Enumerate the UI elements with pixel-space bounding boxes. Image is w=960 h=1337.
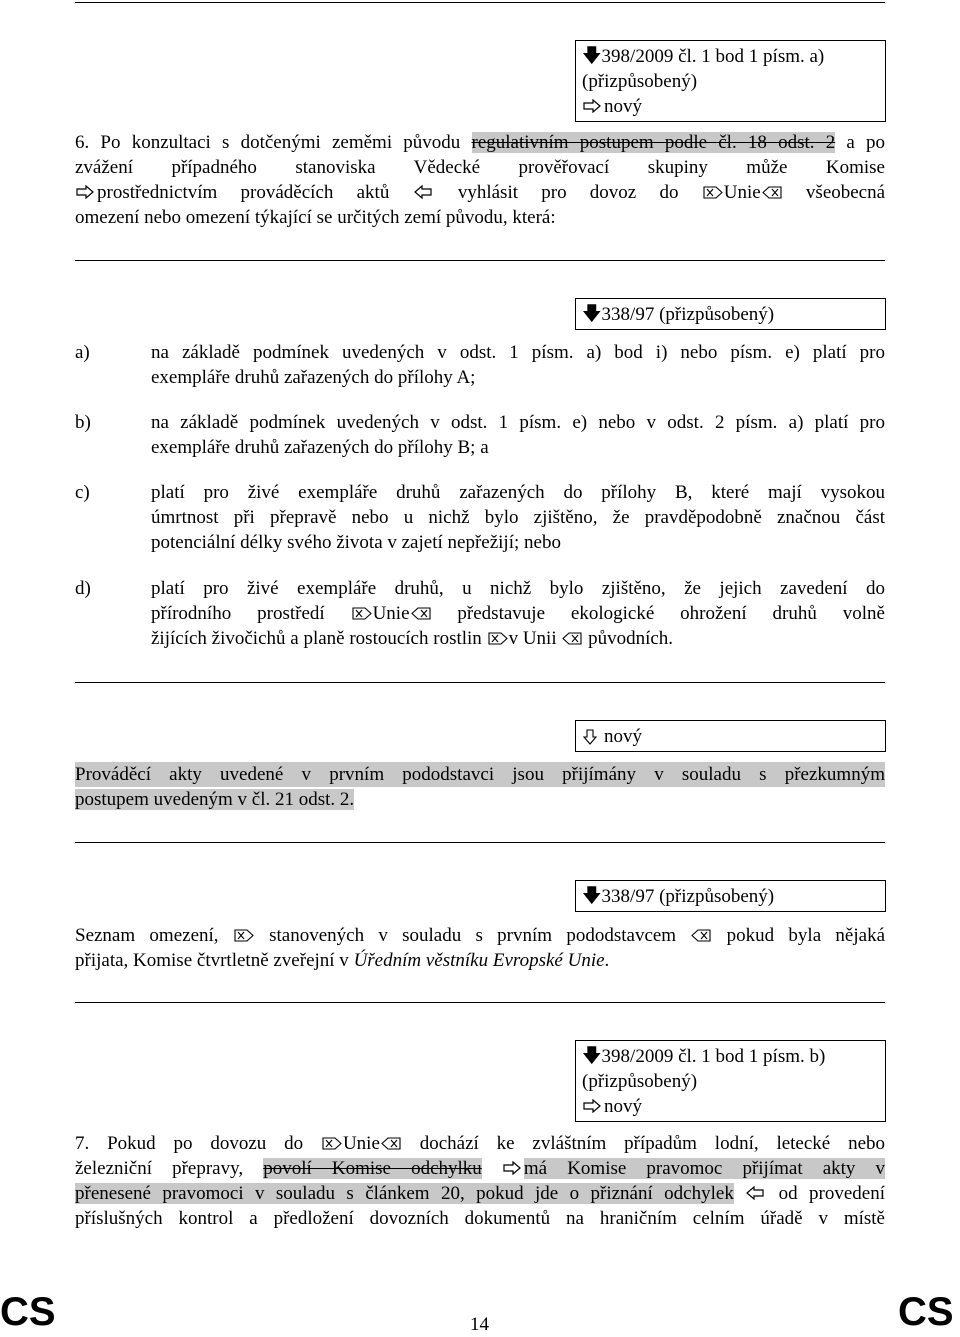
section-rule-3 bbox=[75, 842, 885, 843]
x-box-left-icon bbox=[381, 1137, 401, 1150]
inserted-text: má Komise pravomoc přijímat akty v bbox=[523, 1158, 885, 1179]
paragraph-6-line-3: prostřednictvím prováděcích aktů vyhlásit pro dovoz do Unie všeobecná bbox=[75, 180, 885, 205]
list-item-c: c) platí pro živé exempláře druhů zařazených do přílohy B, které mají vysokou úmrtnost při přepravě nebo u nichž bylo zjištěno, že pravděpodobně značnou část potenciální délky svého života v zajetí nepřežijí; nebo bbox=[75, 482, 885, 553]
paragraph-7-line-1: 7. Pokud po dovozu do Unie dochází ke zvláštním případům lodní, letecké nebo bbox=[75, 1133, 886, 1154]
paragraph-7-line-4: příslušných kontrol a předložení dovozních dokumentů na hraničním celním úřadě v místě bbox=[75, 1208, 885, 1229]
publication-paragraph-line-2: přijata, Komise čtvrtletně zveřejní v Úředním věstníku Evropské Unie. bbox=[75, 950, 610, 971]
inserted-text: přenesené pravomoci v souladu s článkem 20, pokud jde o přiznání odchylek bbox=[75, 1183, 734, 1204]
list-item-b: b) na základě podmínek uvedených v odst. 1 písm. e) nebo v odst. 2 písm. a) platí pro exempláře druhů zařazených do přílohy B; a bbox=[75, 412, 885, 458]
down-left-bold-arrow-icon: 🡇 bbox=[582, 304, 602, 325]
deleted-text: regulativním postupem podle čl. 18 odst. 2 bbox=[471, 132, 836, 153]
implementing-acts-line-2: postupem uvedeným v čl. 21 odst. 2. bbox=[75, 789, 355, 810]
journal-title: Úředním věstníku Evropské Unie bbox=[353, 950, 605, 971]
x-box-left-icon bbox=[562, 632, 582, 645]
footer-language-right: CS bbox=[898, 1290, 954, 1334]
down-left-bold-arrow-icon: 🡇 bbox=[582, 886, 602, 907]
section-rule-4 bbox=[75, 1002, 885, 1003]
page-number: 14 bbox=[470, 1314, 489, 1335]
x-box-left-icon bbox=[691, 929, 711, 942]
x-box-right-icon bbox=[352, 607, 372, 620]
list-item-d: d) platí pro živé exempláře druhů, u nichž bylo zjištěno, že jejich zavedení do přírodního prostředí Unie představuje ekologické ohrožení druhů volně žijících živočichů a planě rostoucích rostlin v Unii původních. bbox=[75, 578, 885, 649]
x-box-left-icon bbox=[762, 186, 782, 199]
paragraph-7-line-3: přenesené pravomoci v souladu s článkem 20, pokud jde o přiznání odchylek od provedení bbox=[75, 1183, 886, 1204]
down-left-bold-arrow-icon: 🡇 bbox=[582, 1046, 602, 1067]
reference-box-new: nový bbox=[575, 720, 886, 752]
right-outline-arrow-icon bbox=[582, 1099, 604, 1113]
paragraph-6-line-1: 6. Po konzultaci s dotčenými zeměmi původu regulativním postupem podle čl. 18 odst. 2 a po bbox=[75, 132, 886, 153]
left-outline-arrow-icon bbox=[413, 185, 435, 199]
left-outline-arrow-icon bbox=[745, 1186, 767, 1200]
deleted-text: povolí Komise odchylku bbox=[263, 1158, 482, 1179]
section-rule-1 bbox=[75, 260, 885, 261]
down-left-bold-arrow-icon: 🡇 bbox=[582, 46, 602, 67]
section-rule-2 bbox=[75, 682, 885, 683]
paragraph-7-line-2: železniční přepravy, povolí Komise odchylku má Komise pravomoc přijímat akty v bbox=[75, 1158, 885, 1179]
right-outline-arrow-icon bbox=[502, 1161, 524, 1175]
paragraph-6-line-2: zvážení případného stanoviska Vědecké prověřovací skupiny může Komise bbox=[75, 157, 885, 178]
list-item-a: a) na základě podmínek uvedených v odst. 1 písm. a) bod i) nebo písm. e) platí pro exempláře druhů zařazených do přílohy A; bbox=[75, 342, 885, 388]
right-outline-arrow-icon bbox=[582, 99, 604, 113]
x-box-right-icon bbox=[488, 632, 508, 645]
x-box-right-icon bbox=[322, 1137, 342, 1150]
reference-box-398-2009-a: 🡇398/2009 čl. 1 bod 1 písm. a) (přizpůsobený) nový bbox=[575, 40, 886, 122]
right-outline-arrow-icon bbox=[75, 185, 97, 199]
x-box-right-icon bbox=[234, 929, 254, 942]
paragraph-6-line-4: omezení nebo omezení týkající se určitých zemí původu, která: bbox=[75, 207, 556, 228]
x-box-left-icon bbox=[411, 607, 431, 620]
publication-paragraph-line-1: Seznam omezení, stanovených v souladu s prvním pododstavcem pokud byla nějaká bbox=[75, 925, 886, 946]
footer-language-left: CS bbox=[0, 1290, 56, 1334]
down-outline-arrow-icon bbox=[582, 729, 604, 743]
top-rule bbox=[75, 2, 885, 3]
reference-box-338-97-second: 🡇338/97 (přizpůsobený) bbox=[575, 880, 886, 912]
x-box-right-icon bbox=[703, 186, 723, 199]
reference-box-398-2009-b: 🡇398/2009 čl. 1 bod 1 písm. b) (přizpůsobený) nový bbox=[575, 1040, 886, 1122]
implementing-acts-line-1: Prováděcí akty uvedené v prvním pododstavci jsou přijímány v souladu s přezkumným bbox=[75, 764, 885, 785]
reference-box-338-97: 🡇338/97 (přizpůsobený) bbox=[575, 298, 886, 330]
